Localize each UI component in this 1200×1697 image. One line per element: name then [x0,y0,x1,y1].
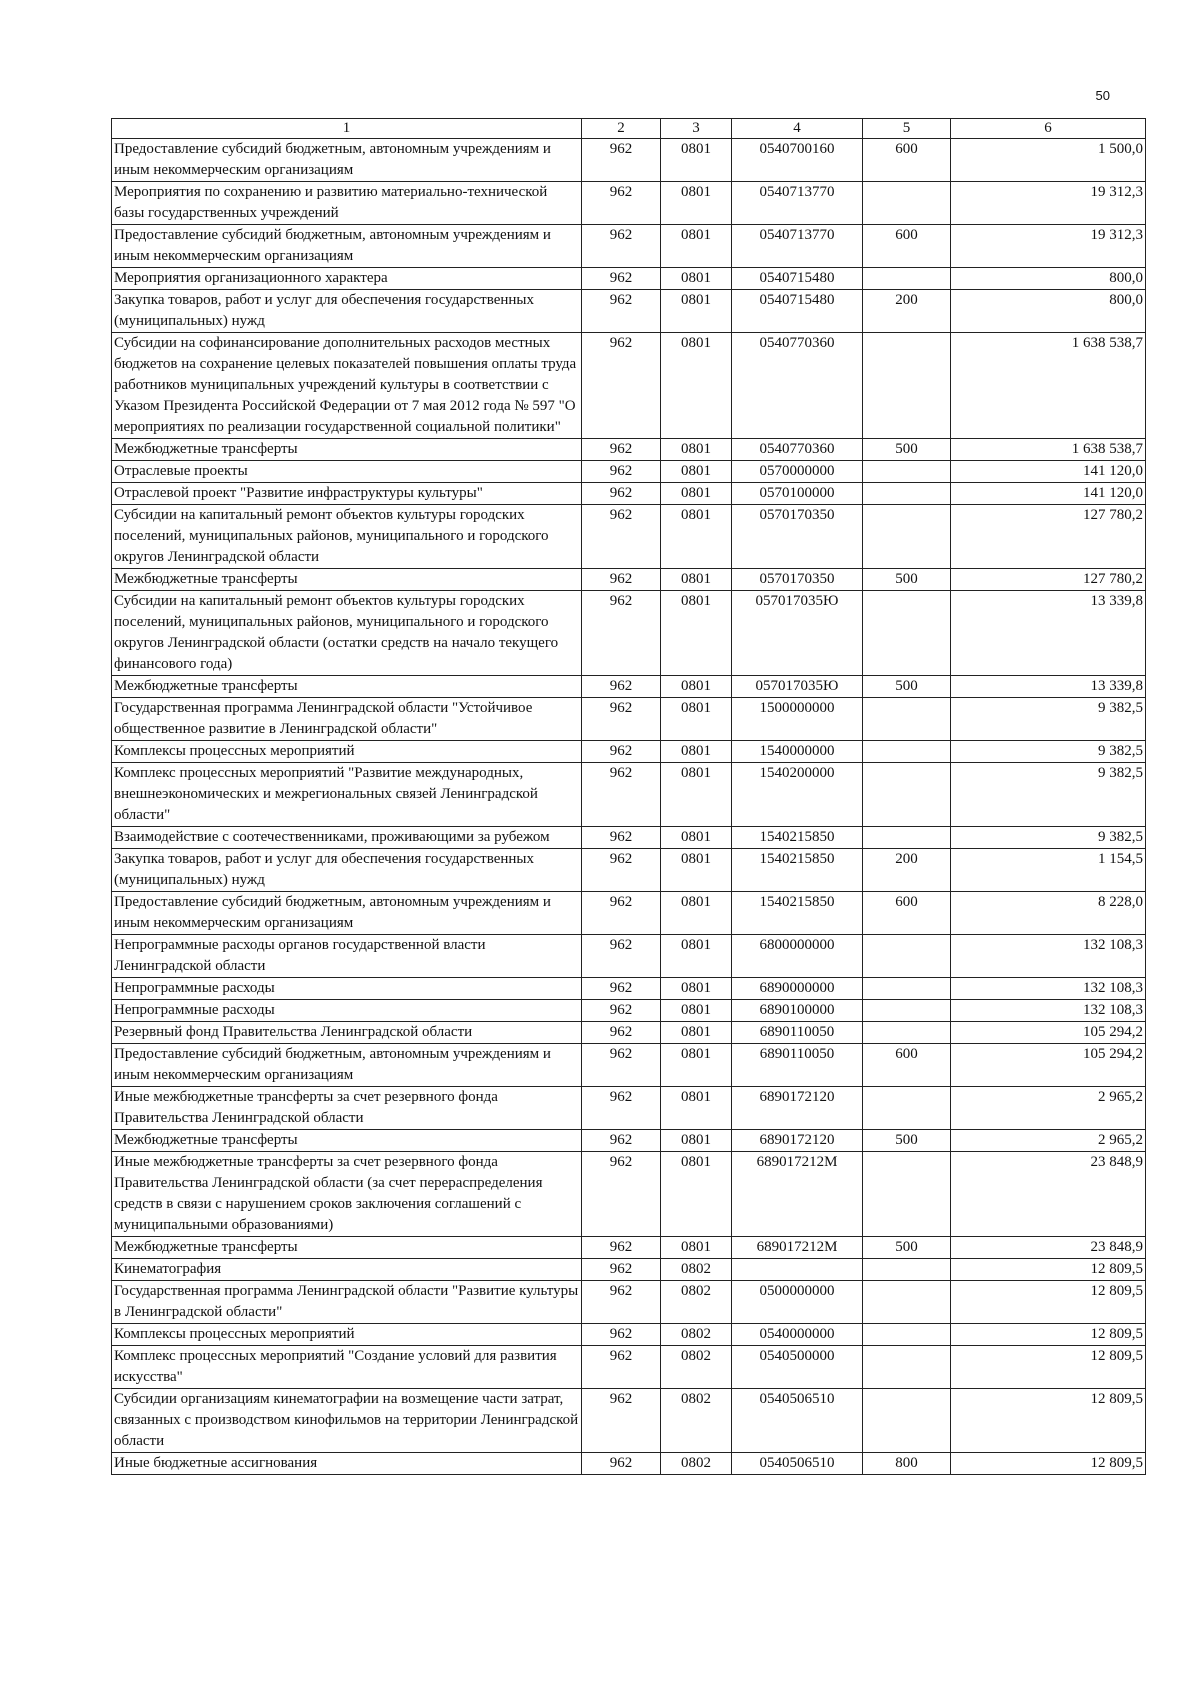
cell-amount: 800,0 [951,290,1146,333]
cell-amount: 105 294,2 [951,1044,1146,1087]
cell-name: Государственная программа Ленинградской области "Устойчивое общественное развитие в Ленинградской области" [112,698,582,741]
cell-amount: 8 228,0 [951,892,1146,935]
table-row [112,591,1146,676]
table-row [112,827,1146,849]
cell-target: 057017035Ю [732,676,863,698]
cell-amount: 23 848,9 [951,1237,1146,1259]
cell-grbs: 962 [582,182,661,225]
cell-section: 0801 [661,1022,732,1044]
cell-amount: 127 780,2 [951,569,1146,591]
cell-name: Иные межбюджетные трансферты за счет резервного фонда Правительства Ленинградской области [112,1087,582,1130]
cell-target: 0540700160 [732,139,863,182]
table-row [112,1259,1146,1281]
cell-amount: 12 809,5 [951,1453,1146,1475]
cell-grbs: 962 [582,1259,661,1281]
table-row [112,698,1146,741]
cell-type [863,333,951,439]
cell-name: Отраслевые проекты [112,461,582,483]
cell-target: 6890000000 [732,978,863,1000]
table-row [112,1346,1146,1389]
cell-section: 0801 [661,182,732,225]
cell-grbs: 962 [582,1087,661,1130]
cell-grbs: 962 [582,1324,661,1346]
cell-type [863,1389,951,1453]
table-row [112,225,1146,268]
cell-name: Взаимодействие с соотечественниками, проживающими за рубежом [112,827,582,849]
cell-section: 0802 [661,1389,732,1453]
cell-grbs: 962 [582,333,661,439]
cell-type: 500 [863,569,951,591]
cell-name: Непрограммные расходы [112,978,582,1000]
cell-amount: 2 965,2 [951,1130,1146,1152]
cell-grbs: 962 [582,1152,661,1237]
cell-target: 6890110050 [732,1044,863,1087]
cell-section: 0801 [661,290,732,333]
cell-target: 689017212М [732,1237,863,1259]
cell-grbs: 962 [582,505,661,569]
cell-target: 1500000000 [732,698,863,741]
cell-section: 0801 [661,849,732,892]
cell-type: 500 [863,676,951,698]
table-row [112,676,1146,698]
cell-amount: 12 809,5 [951,1259,1146,1281]
table-row [112,1022,1146,1044]
budget-table [111,118,1146,1475]
cell-name: Субсидии организациям кинематографии на возмещение части затрат, связанных с производством кинофильмов на территории Ленинградской области [112,1389,582,1453]
cell-name: Предоставление субсидий бюджетным, автономным учреждениям и иным некоммерческим организациям [112,1044,582,1087]
table-row [112,333,1146,439]
table-row [112,290,1146,333]
cell-name: Непрограммные расходы органов государственной власти Ленинградской области [112,935,582,978]
cell-target: 0540000000 [732,1324,863,1346]
cell-section: 0802 [661,1453,732,1475]
cell-type [863,978,951,1000]
cell-section: 0801 [661,1044,732,1087]
cell-target: 0540713770 [732,225,863,268]
cell-type: 600 [863,225,951,268]
header-row [112,119,1146,139]
cell-section: 0801 [661,827,732,849]
cell-target: 0570100000 [732,483,863,505]
cell-grbs: 962 [582,676,661,698]
cell-section: 0801 [661,698,732,741]
cell-type [863,591,951,676]
cell-grbs: 962 [582,935,661,978]
cell-amount: 13 339,8 [951,676,1146,698]
cell-target: 0540506510 [732,1453,863,1475]
cell-target: 1540200000 [732,763,863,827]
cell-amount: 1 638 538,7 [951,439,1146,461]
table-row [112,849,1146,892]
cell-amount: 19 312,3 [951,225,1146,268]
cell-name: Закупка товаров, работ и услуг для обеспечения государственных (муниципальных) нужд [112,849,582,892]
cell-section: 0801 [661,1152,732,1237]
cell-name: Мероприятия организационного характера [112,268,582,290]
cell-amount: 9 382,5 [951,698,1146,741]
cell-amount: 800,0 [951,268,1146,290]
cell-type [863,505,951,569]
cell-target: 1540215850 [732,892,863,935]
cell-amount: 23 848,9 [951,1152,1146,1237]
cell-amount: 132 108,3 [951,1000,1146,1022]
cell-target: 689017212М [732,1152,863,1237]
table-row [112,763,1146,827]
cell-type [863,1324,951,1346]
table-row [112,505,1146,569]
cell-type: 200 [863,290,951,333]
cell-amount: 1 154,5 [951,849,1146,892]
cell-section: 0801 [661,139,732,182]
cell-grbs: 962 [582,461,661,483]
cell-name: Мероприятия по сохранению и развитию материально-технической базы государственных учреждений [112,182,582,225]
cell-section: 0801 [661,1087,732,1130]
cell-type [863,268,951,290]
cell-grbs: 962 [582,1044,661,1087]
table-row [112,139,1146,182]
cell-amount: 1 638 538,7 [951,333,1146,439]
cell-section: 0801 [661,935,732,978]
cell-name: Предоставление субсидий бюджетным, автономным учреждениям и иным некоммерческим организациям [112,225,582,268]
table-row [112,978,1146,1000]
table-row [112,1130,1146,1152]
cell-amount: 141 120,0 [951,461,1146,483]
cell-section: 0801 [661,892,732,935]
cell-name: Закупка товаров, работ и услуг для обеспечения государственных (муниципальных) нужд [112,290,582,333]
cell-type [863,1000,951,1022]
cell-grbs: 962 [582,1346,661,1389]
cell-section: 0801 [661,439,732,461]
cell-name: Межбюджетные трансферты [112,439,582,461]
cell-section: 0802 [661,1346,732,1389]
cell-amount: 19 312,3 [951,182,1146,225]
cell-target: 1540000000 [732,741,863,763]
cell-section: 0801 [661,225,732,268]
table-row [112,182,1146,225]
table-body [112,139,1146,1475]
cell-name: Иные бюджетные ассигнования [112,1453,582,1475]
header-col-4: 4 [732,119,863,139]
cell-target: 0570000000 [732,461,863,483]
cell-name: Предоставление субсидий бюджетным, автономным учреждениям и иным некоммерческим организациям [112,892,582,935]
cell-amount: 9 382,5 [951,827,1146,849]
cell-target: 0540770360 [732,439,863,461]
cell-amount: 12 809,5 [951,1324,1146,1346]
cell-type [863,1087,951,1130]
cell-type [863,827,951,849]
table-row [112,1237,1146,1259]
cell-type [863,461,951,483]
cell-grbs: 962 [582,827,661,849]
cell-grbs: 962 [582,268,661,290]
table-row [112,1000,1146,1022]
cell-amount: 13 339,8 [951,591,1146,676]
header-col-6: 6 [951,119,1146,139]
cell-name: Межбюджетные трансферты [112,569,582,591]
cell-section: 0801 [661,591,732,676]
cell-section: 0801 [661,1130,732,1152]
cell-target: 6890172120 [732,1087,863,1130]
cell-target: 0570170350 [732,505,863,569]
cell-type: 500 [863,1130,951,1152]
header-col-1: 1 [112,119,582,139]
cell-grbs: 962 [582,849,661,892]
cell-target: 0570170350 [732,569,863,591]
cell-grbs: 962 [582,1130,661,1152]
cell-grbs: 962 [582,1453,661,1475]
cell-target: 6890100000 [732,1000,863,1022]
cell-grbs: 962 [582,978,661,1000]
cell-target: 0500000000 [732,1281,863,1324]
cell-section: 0801 [661,763,732,827]
table-row [112,1044,1146,1087]
cell-grbs: 962 [582,439,661,461]
cell-target: 6890110050 [732,1022,863,1044]
cell-type: 500 [863,439,951,461]
table-row [112,1152,1146,1237]
cell-section: 0801 [661,676,732,698]
cell-section: 0801 [661,741,732,763]
cell-target: 6890172120 [732,1130,863,1152]
cell-amount: 132 108,3 [951,978,1146,1000]
cell-target: 0540506510 [732,1389,863,1453]
cell-type [863,763,951,827]
table-row [112,268,1146,290]
cell-name: Резервный фонд Правительства Ленинградской области [112,1022,582,1044]
table-row [112,741,1146,763]
table-row [112,569,1146,591]
cell-amount: 9 382,5 [951,763,1146,827]
cell-amount: 12 809,5 [951,1346,1146,1389]
cell-name: Межбюджетные трансферты [112,676,582,698]
cell-section: 0801 [661,461,732,483]
cell-name: Комплексы процессных мероприятий [112,741,582,763]
cell-grbs: 962 [582,569,661,591]
cell-grbs: 962 [582,225,661,268]
cell-type [863,1022,951,1044]
cell-type [863,1259,951,1281]
cell-type: 800 [863,1453,951,1475]
cell-type: 600 [863,892,951,935]
cell-section: 0802 [661,1259,732,1281]
table-row [112,439,1146,461]
cell-target: 6800000000 [732,935,863,978]
cell-amount: 12 809,5 [951,1389,1146,1453]
table-row [112,892,1146,935]
header-col-2: 2 [582,119,661,139]
cell-grbs: 962 [582,741,661,763]
cell-amount: 132 108,3 [951,935,1146,978]
cell-amount: 141 120,0 [951,483,1146,505]
cell-name: Иные межбюджетные трансферты за счет резервного фонда Правительства Ленинградской области (за счет перераспределения средств в связи с нарушением сроков заключения соглашений с муниципальными образованиями) [112,1152,582,1237]
cell-type [863,935,951,978]
cell-grbs: 962 [582,763,661,827]
cell-grbs: 962 [582,1022,661,1044]
cell-type: 600 [863,139,951,182]
cell-section: 0801 [661,978,732,1000]
cell-type [863,741,951,763]
cell-target: 057017035Ю [732,591,863,676]
cell-amount: 105 294,2 [951,1022,1146,1044]
cell-grbs: 962 [582,1000,661,1022]
cell-target: 0540715480 [732,268,863,290]
cell-name: Отраслевой проект "Развитие инфраструктуры культуры" [112,483,582,505]
cell-section: 0801 [661,1237,732,1259]
cell-name: Предоставление субсидий бюджетным, автономным учреждениям и иным некоммерческим организациям [112,139,582,182]
cell-type [863,1346,951,1389]
cell-grbs: 962 [582,290,661,333]
cell-amount: 2 965,2 [951,1087,1146,1130]
cell-section: 0801 [661,569,732,591]
cell-grbs: 962 [582,1389,661,1453]
table-row [112,1281,1146,1324]
cell-grbs: 962 [582,1281,661,1324]
table-row [112,1389,1146,1453]
cell-section: 0802 [661,1324,732,1346]
cell-amount: 12 809,5 [951,1281,1146,1324]
cell-name: Комплексы процессных мероприятий [112,1324,582,1346]
cell-name: Межбюджетные трансферты [112,1130,582,1152]
cell-amount: 1 500,0 [951,139,1146,182]
cell-type [863,1152,951,1237]
cell-name: Межбюджетные трансферты [112,1237,582,1259]
header-col-5: 5 [863,119,951,139]
cell-type: 500 [863,1237,951,1259]
cell-target: 0540715480 [732,290,863,333]
table-row [112,1087,1146,1130]
cell-type [863,483,951,505]
header-col-3: 3 [661,119,732,139]
cell-target: 1540215850 [732,849,863,892]
cell-section: 0801 [661,1000,732,1022]
cell-grbs: 962 [582,483,661,505]
table-row [112,483,1146,505]
cell-type [863,182,951,225]
table-row [112,461,1146,483]
cell-target [732,1259,863,1281]
cell-name: Субсидии на софинансирование дополнительных расходов местных бюджетов на сохранение целевых показателей повышения оплаты труда работников муниципальных учреждений культуры в соответствии с Указом Президента Российской Федерации от 7 мая 2012 года № 597 "О мероприятиях по реализации государственной социальной политики" [112,333,582,439]
cell-section: 0801 [661,268,732,290]
cell-target: 0540770360 [732,333,863,439]
cell-name: Кинематография [112,1259,582,1281]
cell-name: Непрограммные расходы [112,1000,582,1022]
cell-name: Комплекс процессных мероприятий "Развитие международных, внешнеэкономических и межрегиональных связей Ленинградской области" [112,763,582,827]
cell-name: Субсидии на капитальный ремонт объектов культуры городских поселений, муниципальных районов, муниципального и городского округов Ленинградской области (остатки средств на начало текущего финансового года) [112,591,582,676]
cell-amount: 127 780,2 [951,505,1146,569]
cell-type: 200 [863,849,951,892]
table-row [112,1324,1146,1346]
cell-section: 0801 [661,505,732,569]
page-number: 50 [1095,88,1110,103]
cell-name: Субсидии на капитальный ремонт объектов культуры городских поселений, муниципальных районов, муниципального и городского округов Ленинградской области [112,505,582,569]
cell-type: 600 [863,1044,951,1087]
table-row [112,1453,1146,1475]
cell-name: Государственная программа Ленинградской области "Развитие культуры в Ленинградской области" [112,1281,582,1324]
table-header [112,119,1146,139]
cell-amount: 9 382,5 [951,741,1146,763]
table-row [112,935,1146,978]
cell-section: 0801 [661,333,732,439]
cell-grbs: 962 [582,139,661,182]
cell-grbs: 962 [582,698,661,741]
cell-grbs: 962 [582,1237,661,1259]
cell-grbs: 962 [582,591,661,676]
cell-target: 0540713770 [732,182,863,225]
cell-target: 0540500000 [732,1346,863,1389]
cell-section: 0801 [661,483,732,505]
cell-type [863,698,951,741]
cell-grbs: 962 [582,892,661,935]
cell-target: 1540215850 [732,827,863,849]
cell-name: Комплекс процессных мероприятий "Создание условий для развития искусства" [112,1346,582,1389]
cell-section: 0802 [661,1281,732,1324]
cell-type [863,1281,951,1324]
